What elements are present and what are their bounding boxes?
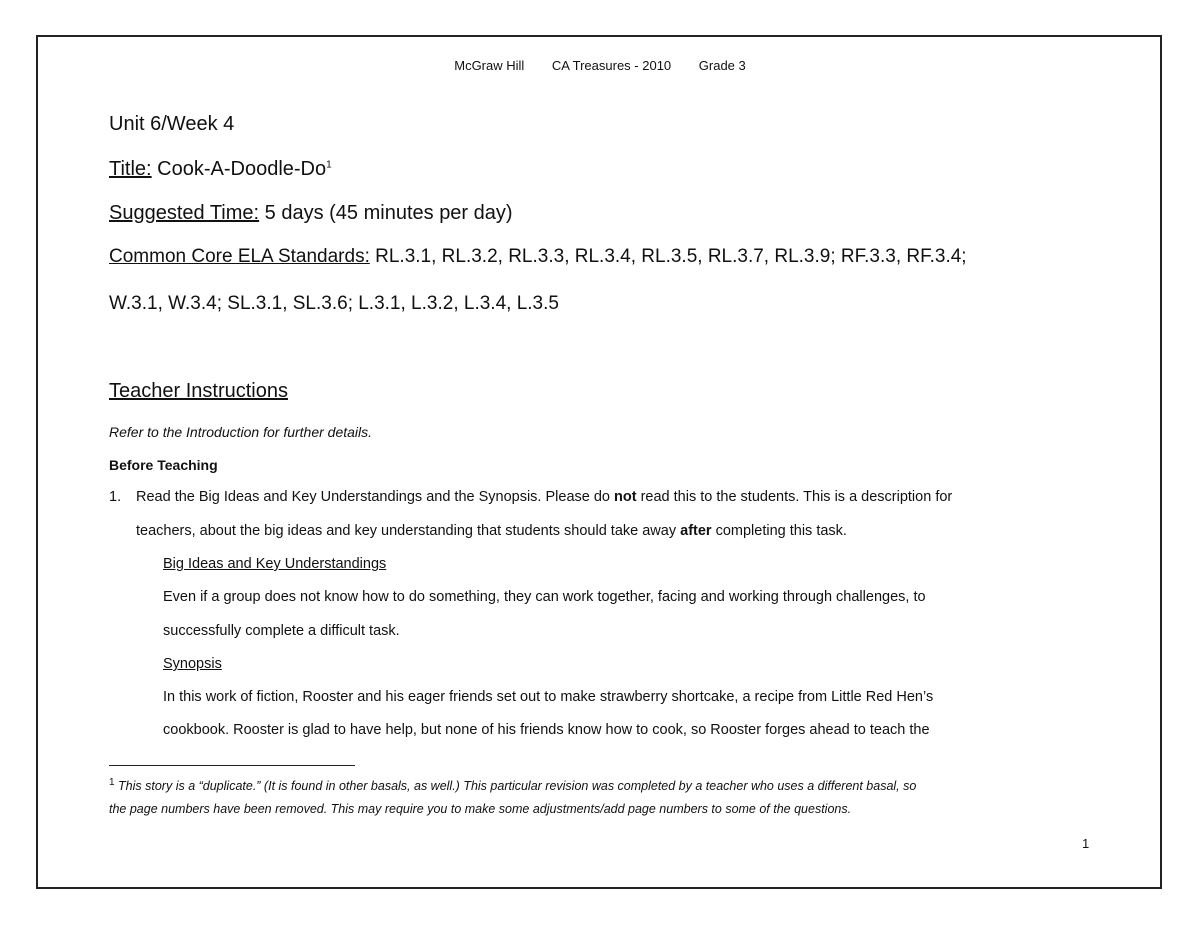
standards-list-1: RL.3.1, RL.3.2, RL.3.3, RL.3.4, RL.3.5, RL.3.7, RL.3.9; RF.3.3, RF.3.4; (375, 246, 967, 267)
item1-line-2 (136, 523, 847, 539)
footnote-rule (109, 765, 355, 766)
intro-note: Refer to the Introduction for further details. (109, 424, 373, 440)
item1-text-a: Read the Big Ideas and Key Understandings and the Synopsis. Please do (136, 489, 615, 505)
synopsis-heading: Synopsis (163, 656, 222, 672)
suggested-time-label: Suggested Time: (109, 202, 260, 224)
standards-line-1 (109, 246, 967, 268)
standards-label: Common Core ELA Standards: (109, 246, 370, 267)
footnote-text-1: This story is a “duplicate.” (It is found in other basals, as well.) This particular revision was completed by a teacher who uses a different basal, so (118, 779, 917, 794)
big-ideas-line-1: Even if a group does not know how to do something, they can work together, facing and working through challenges, to (163, 589, 926, 605)
standards-list-2: W.3.1, W.3.4; SL.3.1, SL.3.6; L.3.1, L.3.2, L.3.4, L.3.5 (109, 293, 559, 314)
title-footnote-marker: 1 (326, 159, 332, 171)
synopsis-line-2: cookbook. Rooster is glad to have help, but none of his friends know how to cook, so Rooster forges ahead to teach the (163, 722, 930, 738)
header-series: CA Treasures - 2010 (551, 58, 672, 73)
header-grade: Grade 3 (698, 58, 746, 73)
item1-emphasis-not: not (614, 489, 637, 505)
teacher-instructions-heading: Teacher Instructions (109, 380, 288, 402)
page-header (0, 58, 1200, 73)
unit-week: Unit 6/Week 4 (109, 113, 235, 135)
footnote-line-1 (109, 777, 916, 793)
item1-emphasis-after: after (680, 523, 712, 539)
synopsis-line-1: In this work of fiction, Rooster and his eager friends set out to make strawberry shortcake, a recipe from Little Red Hen’s (163, 689, 934, 705)
item1-line-1 (136, 489, 952, 505)
suggested-time-value: 5 days (45 minutes per day) (264, 202, 513, 224)
item1-text-c: read this to the students. This is a description for (636, 489, 953, 505)
title-value: Cook-A-Doodle-Do (157, 158, 327, 180)
item1-text-d: teachers, about the big ideas and key understanding that students should take away (136, 523, 681, 539)
footnote-marker: 1 (109, 777, 115, 788)
header-publisher: McGraw Hill (454, 58, 525, 73)
footnote-line-2: the page numbers have been removed. This may require you to make some adjustments/add page numbers to some of the questions. (109, 802, 852, 816)
title-label: Title: (109, 158, 152, 180)
item-number: 1. (109, 489, 122, 505)
big-ideas-heading: Big Ideas and Key Understandings (163, 556, 387, 572)
title-line (109, 158, 332, 181)
before-teaching-heading: Before Teaching (109, 457, 218, 473)
big-ideas-line-2: successfully complete a difficult task. (163, 623, 400, 639)
page-number: 1 (1082, 836, 1090, 851)
suggested-time-line (109, 202, 513, 225)
item1-text-f: completing this task. (711, 523, 847, 539)
